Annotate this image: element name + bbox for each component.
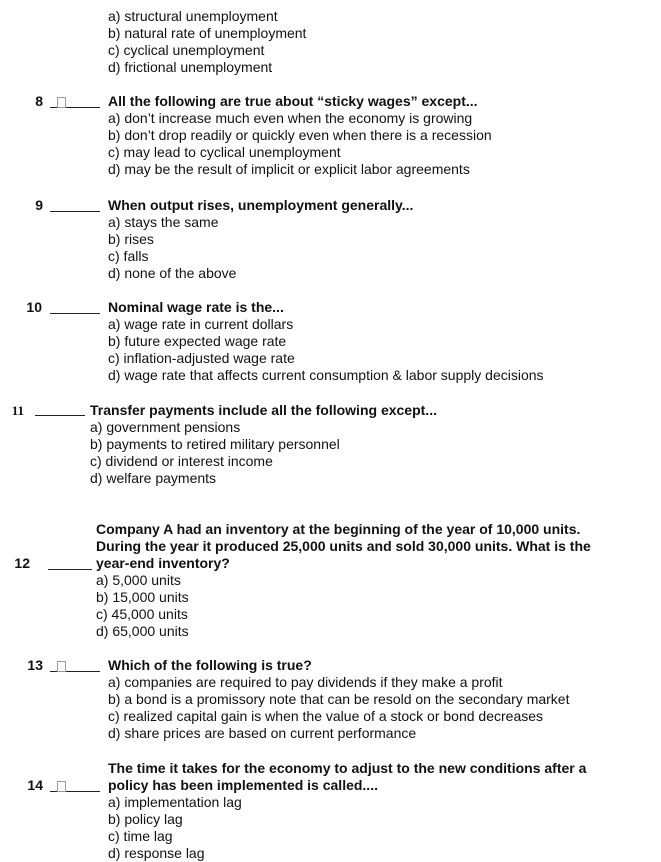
q13-option-d: d) share prices are based on current performance	[108, 725, 417, 741]
q7-option-c: c) cyclical unemployment	[108, 42, 265, 58]
q11-answer-blank[interactable]	[35, 402, 85, 416]
q12-option-c: c) 45,000 units	[96, 606, 188, 622]
q13-option-a: a) companies are required to pay dividends if they make a profit	[108, 674, 503, 690]
q14-checkbox[interactable]	[57, 781, 66, 792]
q10-option-a: a) wage rate in current dollars	[108, 316, 294, 332]
q12-option-b: b) 15,000 units	[96, 589, 189, 605]
q14-option-a: a) implementation lag	[108, 794, 242, 810]
q14-option-d: d) response lag	[108, 845, 205, 861]
q13-checkbox[interactable]	[57, 661, 66, 672]
q8-stem: All the following are true about “sticky wages” except...	[108, 93, 478, 109]
q11-option-d: d) welfare payments	[90, 470, 217, 486]
q8-option-d: d) may be the result of implicit or explicit labor agreements	[108, 161, 470, 177]
q10-number: 10	[26, 299, 42, 315]
q11-option-b: b) payments to retired military personnel	[90, 436, 340, 452]
q13-option-c: c) realized capital gain is when the value of a stock or bond decreases	[108, 708, 544, 724]
q9-option-b: b) rises	[108, 231, 154, 247]
q9-number: 9	[35, 197, 43, 213]
q12-stem-line-2: During the year it produced 25,000 units and sold 30,000 units. What is the	[96, 538, 591, 554]
q9-stem: When output rises, unemployment generally...	[108, 197, 414, 213]
q14-option-c: c) time lag	[108, 828, 173, 844]
q13-number: 13	[27, 657, 43, 673]
q8-checkbox[interactable]	[57, 97, 66, 108]
q11-number: 11	[11, 403, 24, 418]
q11-option-c: c) dividend or interest income	[90, 453, 273, 469]
q10-stem: Nominal wage rate is the...	[108, 299, 284, 315]
q8-number: 8	[35, 93, 43, 109]
q12-option-d: d) 65,000 units	[96, 623, 189, 639]
q12-answer-blank[interactable]	[48, 556, 92, 570]
q7-option-a: a) structural unemployment	[108, 8, 278, 24]
q10-answer-blank[interactable]	[50, 300, 100, 314]
q9-answer-blank[interactable]	[50, 198, 100, 212]
q14-stem-line-2: policy has been implemented is called....	[108, 777, 378, 793]
q7-option-d: d) frictional unemployment	[108, 59, 273, 75]
q10-option-b: b) future expected wage rate	[108, 333, 287, 349]
q14-stem-line-1: The time it takes for the economy to adjust to the new conditions after a	[108, 760, 587, 776]
q8-option-b: b) don’t drop readily or quickly even when there is a recession	[108, 127, 492, 143]
q8-option-c: c) may lead to cyclical unemployment	[108, 144, 341, 160]
q13-stem: Which of the following is true?	[108, 657, 312, 673]
q8-option-a: a) don’t increase much even when the economy is growing	[108, 110, 473, 126]
q9-option-a: a) stays the same	[108, 214, 219, 230]
q7-option-b: b) natural rate of unemployment	[108, 25, 307, 41]
q12-stem-line-3: year-end inventory?	[96, 555, 230, 571]
q14-option-b: b) policy lag	[108, 811, 183, 827]
q14-number: 14	[27, 777, 43, 793]
q12-option-a: a) 5,000 units	[96, 572, 181, 588]
q12-number: 12	[14, 555, 30, 571]
q12-stem-line-1: Company A had an inventory at the beginning of the year of 10,000 units.	[96, 521, 581, 537]
q13-option-b: b) a bond is a promissory note that can be resold on the secondary market	[108, 691, 570, 707]
q10-option-d: d) wage rate that affects current consumption & labor supply decisions	[108, 367, 544, 383]
q9-option-c: c) falls	[108, 248, 149, 264]
q11-option-a: a) government pensions	[90, 419, 241, 435]
q10-option-c: c) inflation-adjusted wage rate	[108, 350, 295, 366]
q11-stem: Transfer payments include all the following except...	[90, 402, 437, 418]
q9-option-d: d) none of the above	[108, 265, 237, 281]
